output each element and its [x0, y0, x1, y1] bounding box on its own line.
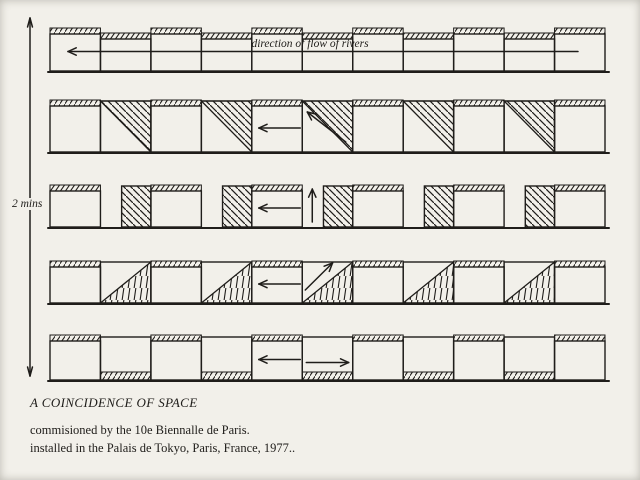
duration-arrow	[28, 18, 33, 376]
arrow-left	[259, 124, 300, 131]
caption-line-2: installed in the Palais de Tokyo, Paris, France, 1977..	[30, 441, 296, 455]
strip-4-lower-diagonal-triangles	[48, 261, 609, 304]
arrow-right	[306, 359, 348, 366]
arrow-left	[259, 356, 300, 363]
caption-line-1: commisioned by the 10e Biennalle de Paris.	[30, 423, 250, 437]
river-direction-label: direction of flow of rivers	[251, 38, 369, 50]
duration-label: 2 mins	[12, 198, 43, 210]
strip-1-river-flow	[48, 28, 609, 72]
arrow-left	[259, 204, 300, 211]
strip-5-top-bottom-bands	[48, 335, 609, 381]
artwork-title: A COINCIDENCE OF SPACE	[30, 395, 198, 410]
strip-2-upper-diagonal-triangles	[48, 100, 609, 153]
arrow-left	[259, 280, 300, 287]
strip-3-vertical-hatched-bars	[48, 185, 609, 228]
arrow-up	[309, 189, 316, 222]
